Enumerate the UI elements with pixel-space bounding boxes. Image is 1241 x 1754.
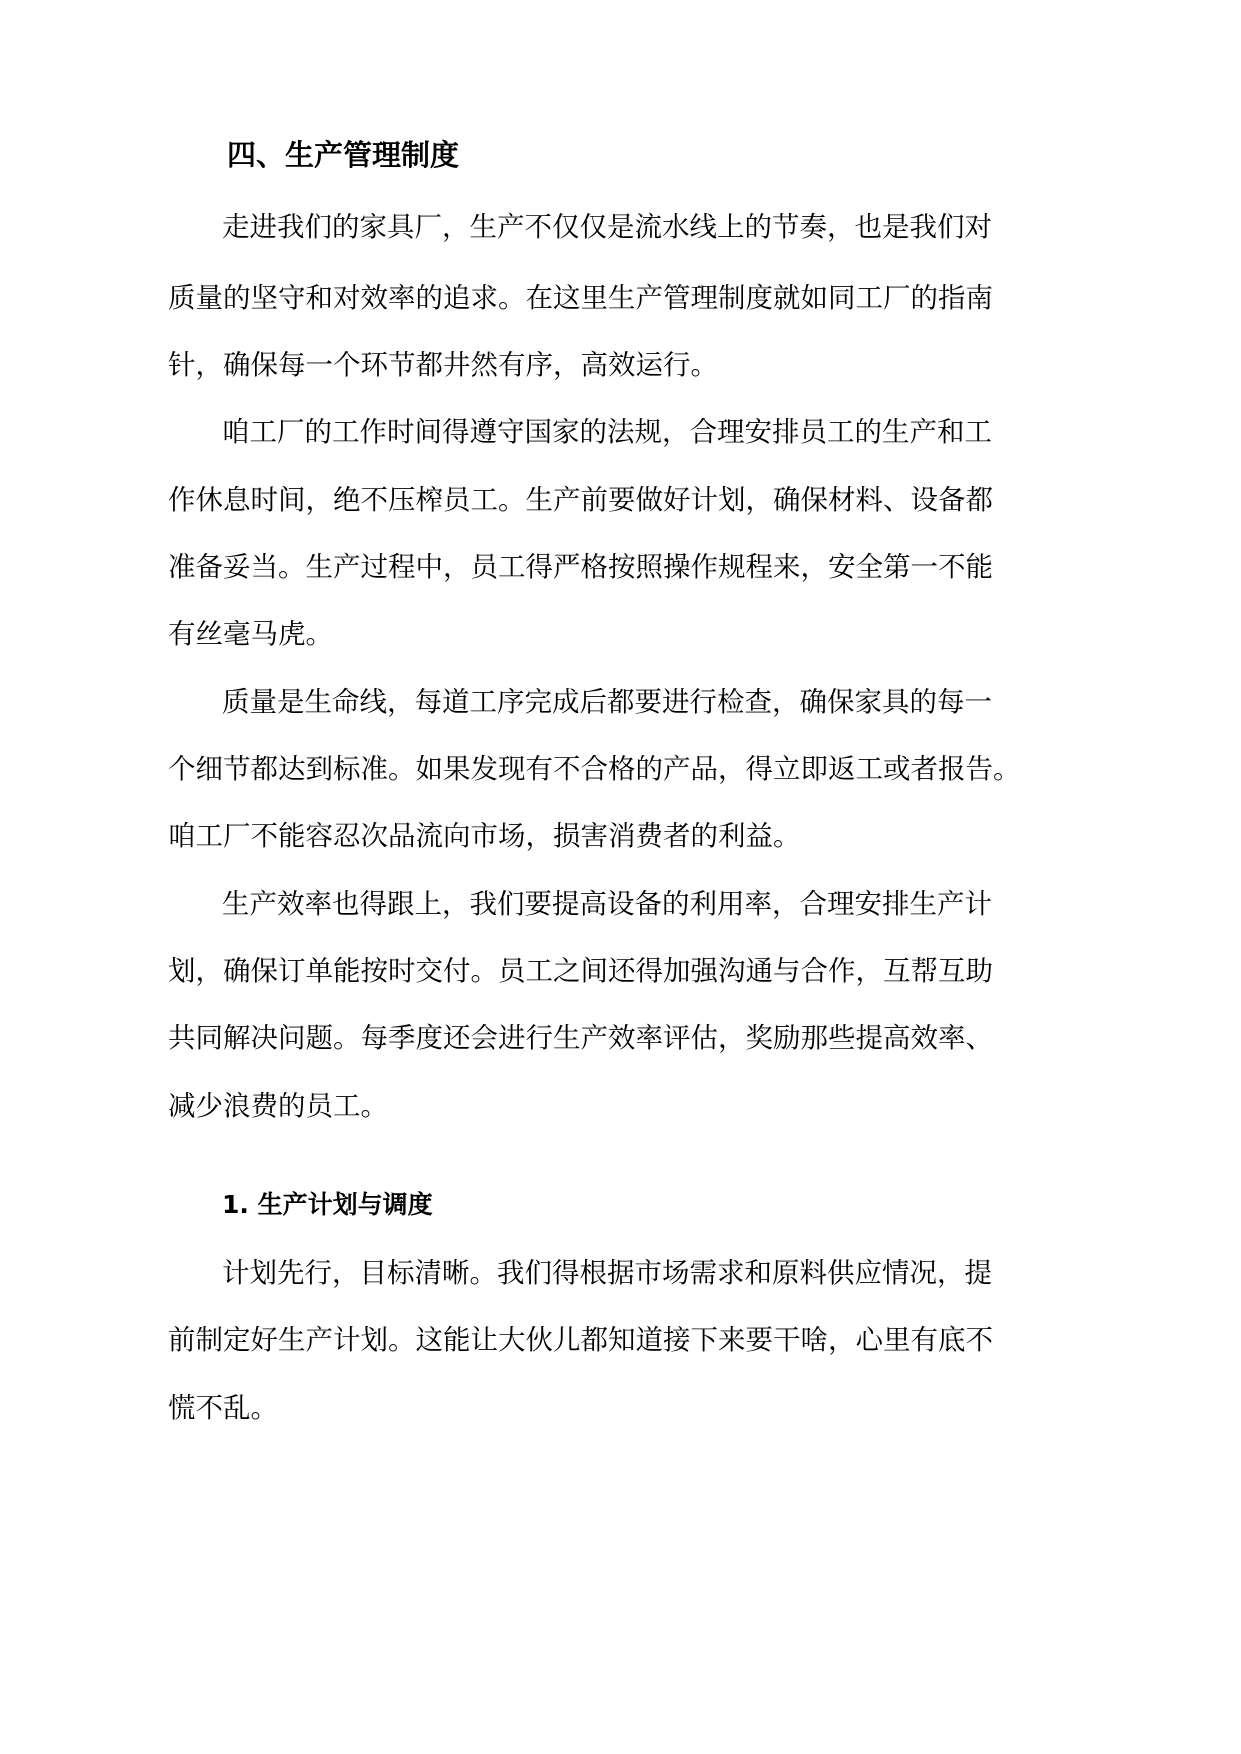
paragraph-line: 作休息时间，绝不压榨员工。生产前要做好计划，确保材料、设备都 bbox=[168, 484, 993, 516]
paragraph-line: 准备妥当。生产过程中，员工得严格按照操作规程来，安全第一不能 bbox=[168, 551, 993, 583]
paragraph-line: 前制定好生产计划。这能让大伙儿都知道接下来要干啥，心里有底不 bbox=[168, 1324, 993, 1356]
paragraph-line: 质量是生命线，每道工序完成后都要进行检查，确保家具的每一 bbox=[222, 686, 992, 718]
paragraph-line: 个细节都达到标准。如果发现有不合格的产品，得立即返工或者报告。 bbox=[168, 753, 1021, 785]
paragraph-line: 计划先行，目标清晰。我们得根据市场需求和原料供应情况，提 bbox=[222, 1257, 992, 1289]
paragraph-line: 有丝毫马虎。 bbox=[168, 618, 333, 650]
paragraph-line: 咱工厂不能容忍次品流向市场，损害消费者的利益。 bbox=[168, 820, 801, 852]
paragraph-line: 走进我们的家具厂，生产不仅仅是流水线上的节奏，也是我们对 bbox=[222, 211, 992, 243]
paragraph-line: 生产效率也得跟上，我们要提高设备的利用率，合理安排生产计 bbox=[222, 888, 992, 920]
paragraph-line: 慌不乱。 bbox=[168, 1392, 278, 1424]
section-title: 四、生产管理制度 bbox=[227, 138, 460, 172]
paragraph-line: 针，确保每一个环节都井然有序，高效运行。 bbox=[168, 349, 718, 381]
subsection-title: 1. 生产计划与调度 bbox=[222, 1190, 433, 1219]
paragraph-line: 质量的坚守和对效率的追求。在这里生产管理制度就如同工厂的指南 bbox=[168, 282, 993, 314]
paragraph-line: 咱工厂的工作时间得遵守国家的法规，合理安排员工的生产和工 bbox=[222, 416, 992, 448]
paragraph-line: 划，确保订单能按时交付。员工之间还得加强沟通与合作，互帮互助 bbox=[168, 955, 993, 987]
paragraph-line: 共同解决问题。每季度还会进行生产效率评估，奖励那些提高效率、 bbox=[168, 1022, 993, 1054]
paragraph-line: 减少浪费的员工。 bbox=[168, 1090, 388, 1122]
